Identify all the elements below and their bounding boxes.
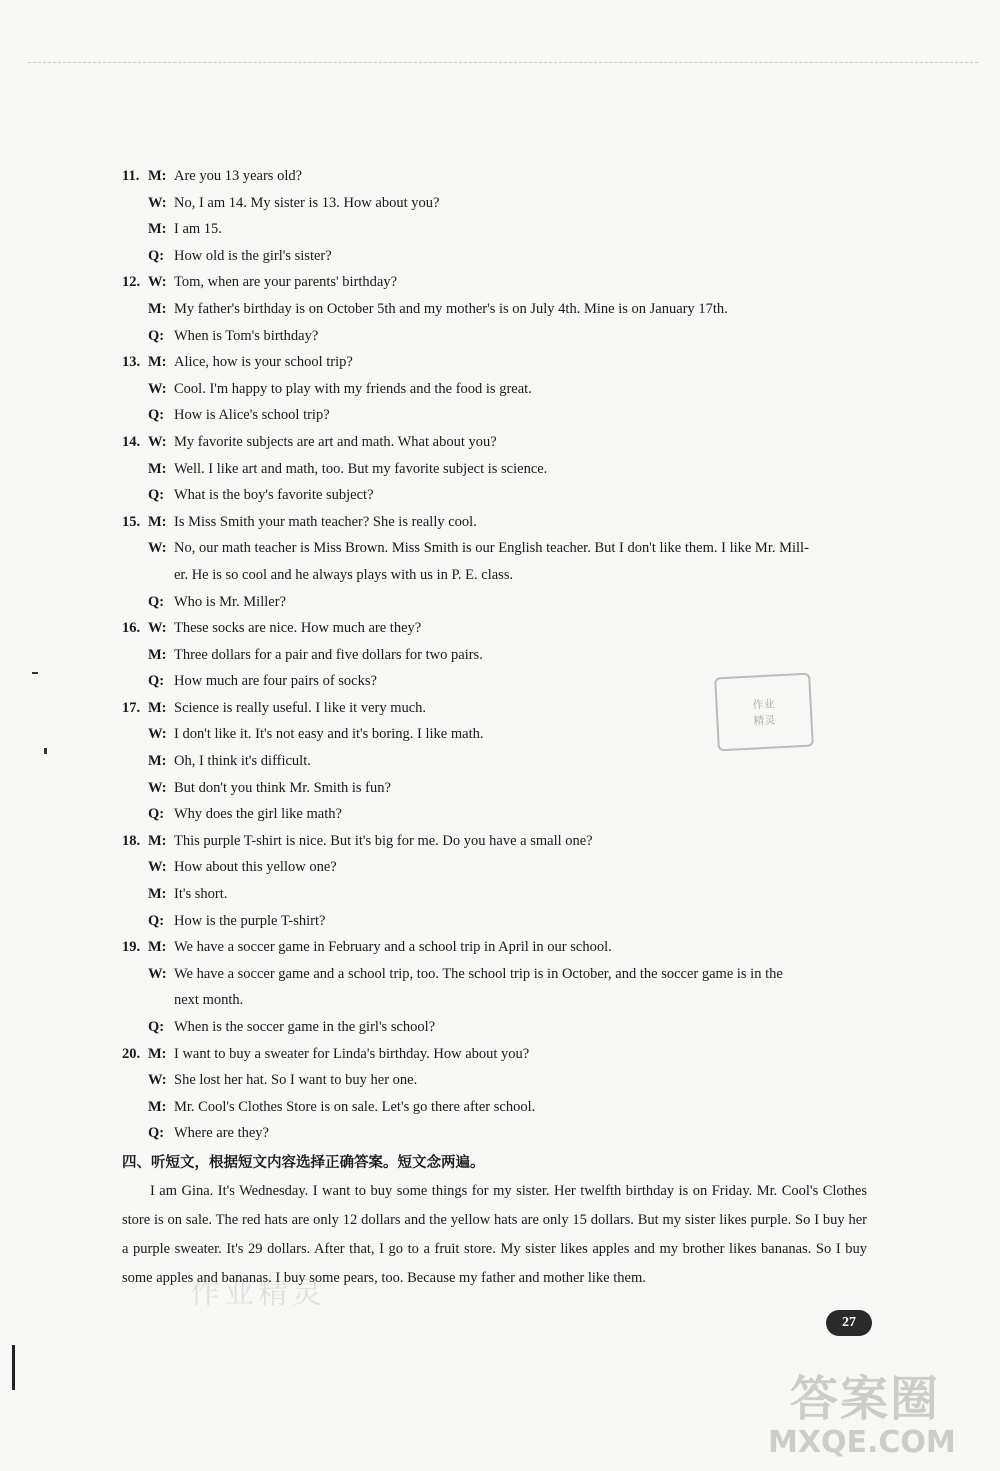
dialogue-line: [122, 589, 882, 616]
dialogue-text: Well. I like art and math, too. But my favorite subject is science.: [174, 460, 548, 477]
question-number: 12.: [122, 274, 141, 291]
dialogue-text: Oh, I think it's difficult.: [174, 753, 311, 770]
speaker-label: M:: [148, 886, 167, 903]
dialogue-text: No, our math teacher is Miss Brown. Miss Smith is our English teacher. But I don't like them. I like Mr. Mill-: [174, 540, 809, 557]
dialogue-text: I want to buy a sweater for Linda's birthday. How about you?: [174, 1045, 530, 1062]
dialogue-line: [122, 1120, 882, 1147]
dialogue-line: [122, 482, 882, 509]
question-number: 11.: [122, 168, 140, 184]
speaker-label: Q:: [148, 806, 165, 823]
speaker-label: W:: [148, 779, 167, 796]
dialogue-line: [122, 1041, 882, 1068]
speaker-label: W:: [148, 726, 167, 743]
dialogue-line: [122, 642, 882, 669]
left-edge-mark: [12, 1345, 15, 1390]
dialogue-line: [122, 429, 882, 456]
dialogue-line: [122, 1067, 882, 1094]
dialogue-text: Tom, when are your parents' birthday?: [174, 274, 398, 291]
dialogue-text: How old is the girl's sister?: [174, 247, 332, 264]
scan-mark: [32, 672, 38, 674]
dialogue-text: We have a soccer game and a school trip, too. The school trip is in October, and the soccer game is in the: [174, 965, 783, 982]
dialogue-line: [122, 775, 882, 802]
dialogue-text: When is the soccer game in the girl's school?: [174, 1019, 436, 1035]
dialogue-line: [122, 828, 882, 855]
dialogue-line: [122, 987, 882, 1014]
speaker-label: M:: [148, 1045, 167, 1062]
top-dashed-rule: [28, 62, 978, 63]
dialogue-line: [122, 748, 882, 775]
speaker-label: M:: [148, 300, 167, 317]
dialogue-line: [122, 376, 882, 403]
dialogue-text: These socks are nice. How much are they?: [174, 620, 422, 637]
page-number: 27: [826, 1310, 872, 1336]
dialogue-text: When is Tom's birthday?: [174, 327, 319, 344]
speaker-label: W:: [148, 194, 167, 211]
dialogue-text: I am 15.: [174, 221, 222, 238]
dialogue-text: We have a soccer game in February and a school trip in April in our school.: [174, 939, 612, 956]
dialogue-text: Cool. I'm happy to play with my friends and the food is great.: [174, 380, 532, 397]
dialogue-text: Three dollars for a pair and five dollars for two pairs.: [174, 646, 483, 663]
dialogue-line: [122, 961, 882, 988]
dialogue-line: [122, 243, 882, 270]
dialogue-text: next month.: [174, 992, 244, 1009]
speaker-label: M:: [148, 513, 167, 530]
stamp-text-2: 精灵: [753, 713, 776, 728]
speaker-label: Q:: [148, 912, 165, 929]
question-number: 20.: [122, 1045, 141, 1062]
dialogue-text: Are you 13 years old?: [174, 168, 303, 184]
speaker-label: M:: [148, 753, 167, 770]
scan-mark: [44, 748, 47, 754]
speaker-label: W:: [148, 274, 167, 291]
speaker-label: M:: [148, 460, 167, 477]
speaker-label: W:: [148, 540, 167, 557]
dialogue-text: My favorite subjects are art and math. What about you?: [174, 433, 497, 450]
stamp-logo: [714, 673, 814, 752]
dialogue-text: Is Miss Smith your math teacher? She is really cool.: [174, 513, 477, 530]
speaker-label: M:: [148, 354, 167, 371]
dialogue-line: [122, 908, 882, 935]
dialogue-line: [122, 1014, 882, 1041]
speaker-label: W:: [148, 433, 167, 450]
speaker-label: W:: [148, 965, 167, 982]
dialogue-text: My father's birthday is on October 5th and my mother's is on July 4th. Mine is on January 17th.: [174, 300, 728, 317]
dialogue-text: er. He is so cool and he always plays with us in P. E. class.: [174, 566, 514, 583]
speaker-label: W:: [148, 620, 167, 637]
dialogue-line: [122, 349, 882, 376]
dialogue-line: [122, 323, 882, 350]
watermark-url: MXQE.COM: [768, 1425, 956, 1460]
dialogue-text: No, I am 14. My sister is 13. How about you?: [174, 194, 440, 211]
dialogue-line: [122, 854, 882, 881]
dialogue-line: [122, 881, 882, 908]
speaker-label: Q:: [148, 1019, 165, 1035]
speaker-label: Q:: [148, 673, 165, 690]
speaker-label: M:: [148, 699, 167, 716]
dialogue-line: [122, 509, 882, 536]
dialogue-text: Where are they?: [174, 1125, 269, 1142]
dialogue-text: How much are four pairs of socks?: [174, 673, 377, 690]
dialogue-line: [122, 934, 882, 961]
question-number: 17.: [122, 699, 141, 716]
dialogue-text: What is the boy's favorite subject?: [174, 487, 374, 504]
dialogue-line: [122, 216, 882, 243]
dialogue-text: Who is Mr. Miller?: [174, 593, 286, 610]
question-number: 15.: [122, 513, 141, 530]
dialogue-text: How is the purple T-shirt?: [174, 912, 326, 929]
dialogue-line: [122, 562, 882, 589]
watermark-logo: 答案圈: [790, 1371, 941, 1427]
speaker-label: M:: [148, 221, 167, 238]
dialogue-line: [122, 190, 882, 217]
dialogue-line: [122, 163, 882, 190]
speaker-label: Q:: [148, 593, 165, 610]
dialogue-line: [122, 535, 882, 562]
dialogue-line: [122, 269, 882, 296]
dialogue-text: She lost her hat. So I want to buy her one.: [174, 1072, 418, 1089]
dialogue-text: How about this yellow one?: [174, 859, 337, 876]
question-number: 18.: [122, 832, 141, 849]
stamp-text-1: 作业: [752, 697, 775, 712]
question-number: 16.: [122, 620, 141, 637]
dialogue-text: Alice, how is your school trip?: [174, 354, 353, 371]
dialogue-text: Mr. Cool's Clothes Store is on sale. Let's go there after school.: [174, 1098, 536, 1115]
section-heading: 四、听短文，根据短文内容选择正确答案。短文念两遍。: [122, 1154, 485, 1171]
dialogue-text: I don't like it. It's not easy and it's boring. I like math.: [174, 726, 484, 743]
speaker-label: Q:: [148, 327, 165, 344]
dialogue-text: It's short.: [174, 886, 228, 903]
listening-passage: I am Gina. It's Wednesday. I want to buy some things for my sister. Her twelfth birthday is on Friday. Mr. Cool's Clothes store is on sale. The red hats are only 12 dollars and the yellow hats are only 15 dollars. But my sister likes purple. So I buy her a purple sweater. It's 29 dollars. After that, I go to a fruit store. My sister likes apples and my brother likes bananas. So I buy some apples and bananas. I buy some pears, too. Because my father and mother like them.: [122, 1182, 867, 1286]
speaker-label: M:: [148, 646, 167, 663]
speaker-label: W:: [148, 1072, 167, 1089]
dialogue-text: This purple T-shirt is nice. But it's big for me. Do you have a small one?: [174, 832, 593, 849]
speaker-label: Q:: [148, 1125, 165, 1142]
dialogue-line: [122, 801, 882, 828]
speaker-label: Q:: [148, 407, 165, 424]
speaker-label: M:: [148, 168, 167, 184]
dialogue-line: [122, 1094, 882, 1121]
dialogue-line: [122, 402, 882, 429]
speaker-label: W:: [148, 380, 167, 397]
speaker-label: M:: [148, 832, 167, 849]
question-number: 13.: [122, 354, 141, 371]
speaker-label: Q:: [148, 247, 165, 264]
question-number: 19.: [122, 939, 141, 956]
speaker-label: Q:: [148, 487, 165, 504]
speaker-label: M:: [148, 1098, 167, 1115]
faint-watermark: 作业精灵: [190, 1276, 326, 1311]
dialogue-line: [122, 456, 882, 483]
question-number: 14.: [122, 433, 141, 450]
speaker-label: M:: [148, 939, 167, 956]
speaker-label: W:: [148, 859, 167, 876]
dialogue-text: But don't you think Mr. Smith is fun?: [174, 779, 391, 796]
dialogue-text: Science is really useful. I like it very much.: [174, 699, 427, 716]
dialogue-line: [122, 615, 882, 642]
dialogue-text: Why does the girl like math?: [174, 806, 342, 823]
dialogue-line: [122, 296, 882, 323]
dialogue-text: How is Alice's school trip?: [174, 407, 330, 424]
